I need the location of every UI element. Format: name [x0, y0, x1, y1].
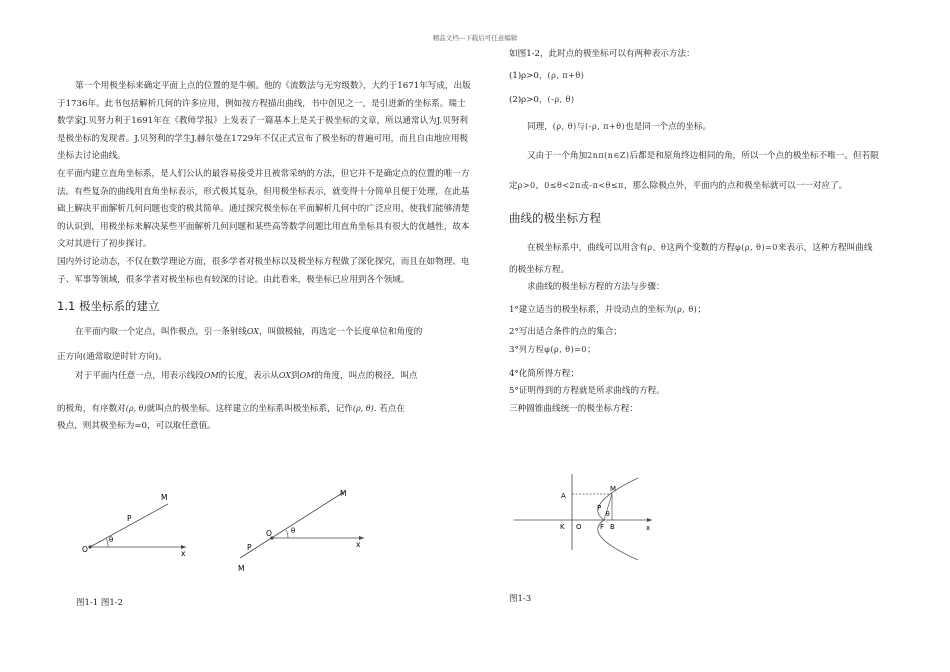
fig3-label-x: x — [646, 524, 651, 532]
step-5: 5°证明得到的方程就是所求曲线的方程。 — [509, 386, 665, 397]
figure-1-3 — [512, 470, 662, 562]
math-rho-positive: ρ>0 — [517, 180, 536, 190]
fig3-label-f: F — [600, 523, 605, 531]
fig3-label-b: B — [610, 523, 615, 531]
polar-def-line-4: 的极角，有序数对(ρ, θ)就叫点的极坐标。这样建立的坐标系叫极坐标系，记作(ρ, θ). 若点在 — [57, 403, 405, 414]
math-ox-2: OX — [278, 370, 291, 380]
math-step-1: (ρ, θ) — [673, 304, 698, 314]
section-title-1-1: 1.1 极坐标系的建立 — [57, 299, 160, 314]
fig1-label-x: x — [181, 549, 186, 558]
fig2-label-p: P — [247, 543, 252, 552]
figure-caption-1-1-1-2: 图1-1 图1-2 — [76, 598, 124, 608]
math-step-3: 列方程φ(ρ, θ)=0 — [518, 345, 588, 355]
polar-def-line-5: 极点，则其极坐标为=0，可以取任意值。 — [57, 421, 216, 432]
math-2npi: 2nπ(n∈Z) — [587, 151, 630, 161]
fig3-label-theta: θ — [606, 511, 610, 518]
fig3-label-k: K — [560, 523, 565, 531]
left-column — [57, 78, 471, 436]
fig2-label-m-top: M — [340, 489, 347, 498]
fig3-label-o: O — [576, 523, 582, 531]
right-line-nonunique: 又由于一个角加2nπ(n∈Z)后都是和原角终边相同的角，所以一个点的极坐标不唯一。但若限 — [527, 151, 879, 162]
step-4: 4°化简所得方程； — [509, 368, 579, 379]
right-line-1: 如图1-2，此时点的极坐标可以有两种表示方法： — [509, 49, 695, 59]
fig3-label-m: M — [610, 485, 617, 493]
figure-caption-1-3: 图1-3 — [509, 594, 532, 604]
fig1-label-o: O — [82, 545, 88, 554]
intro-paragraph-2: 在平面内建立直角坐标系，是人们公认的最容易接受并且被常采纳的方法，但它并不是确定点的位置的唯一方法。有些复杂的曲线用直角坐标表示，形式极其复杂，但用极坐标表示，就变得十分简单且便于处理，在此基础上解决平面解析几何问题也变的极其简单。通过探究极坐标在平面解析几何中的广泛应用，使我们能够清楚的认识到，用极坐标来解决某些平面解析几何问题和某些高等数学问题比用直角坐标具有很大的优越性，故本文对其进行了初步探讨。 — [57, 168, 470, 250]
math-same-point: (ρ, θ)与(-ρ, π+θ) — [552, 121, 626, 131]
right-line-curve-def-2: 的极坐标方程。 — [509, 264, 570, 275]
fig1-label-m: M — [161, 493, 168, 502]
math-pair-2: (ρ, θ) — [352, 403, 374, 413]
step-6: 三种圆锥曲线统一的极坐标方程： — [509, 403, 638, 414]
fig2-label-m-bottom: M — [238, 564, 245, 573]
math-phi-eq: φ(ρ, θ)=0 — [735, 243, 778, 253]
math-case-2: (-ρ, θ) — [547, 95, 575, 105]
fig2-label-x: x — [356, 540, 361, 549]
right-column — [509, 46, 921, 419]
intro-paragraph-1: 第一个用极坐标来确定平面上点的位置的是牛顿。他的《流数法与无穷级数》，大约于1671年写成，出版于1736年。此书包括解析几何的许多应用，例如按方程描出曲线，书中创见之一，是引进新的坐标系。瑞士数学家J.贝努力利于1691年在《教师学报》上发表了一篇基本上是关于极坐标的文章，所以通常认为J.贝努利是极坐标的发现者。J.贝努利的学生J.赫尔曼在1729年不仅正式宣布了极坐标的普遍可用，而且自由地应用极坐标去讨论曲线。 — [57, 81, 471, 162]
math-ox: OX — [246, 326, 260, 336]
right-line-steps-intro: 求曲线的极坐标方程的方法与步骤： — [527, 282, 665, 293]
page-header: 精品文档---下载后可任意编辑 — [432, 34, 518, 42]
math-case-1: (ρ, π+θ) — [547, 70, 585, 80]
math-rho-theta: ρ、θ — [647, 243, 667, 253]
right-line-curve-def: 在极坐标系中，曲线可以用含有ρ、θ这两个变数的方程φ(ρ, θ)=0来表示，这种方程叫曲线 — [527, 243, 873, 254]
math-om-2: OM — [299, 370, 315, 380]
math-om: OM — [203, 370, 219, 380]
math-pair: (ρ, θ) — [125, 403, 147, 413]
step-2: 2°写出适合条件的点的集合； — [509, 326, 622, 337]
right-line-case-1: (1)ρ>0，(ρ, π+θ) — [509, 70, 585, 81]
fig2-label-o: O — [266, 529, 272, 538]
right-line-same-point: 同理，(ρ, θ)与(-ρ, π+θ)也是同一个点的坐标。 — [527, 121, 712, 132]
fig3-label-a: A — [561, 492, 566, 500]
fig3-label-p: P — [597, 504, 602, 512]
figure-1-1 — [78, 492, 198, 562]
polar-def-line-3: 对于平面内任意一点，用表示线段OM的长度，表示从OX到OM的角度，叫点的极径，叫点 — [75, 370, 418, 381]
step-1: 1°建立适当的极坐标系，并设动点的坐标为(ρ, θ)； — [509, 304, 706, 315]
intro-paragraph-3: 国内外讨论动态，不仅在数学理论方面，很多学者对极坐标以及极坐标方程做了深化探究，而且在如物理、电子、军事等领域，很多学者对极坐标也有较深的讨论。由此看来，极坐标已应用到各个领域。 — [57, 256, 470, 285]
right-line-case-2: (2)ρ>0，(-ρ, θ) — [509, 95, 575, 106]
fig2-label-theta: θ — [291, 527, 296, 535]
polar-def-line-2: 正方向(通常取逆时针方向)。 — [57, 352, 167, 363]
section-title-curve-equation: 曲线的极坐标方程 — [509, 210, 601, 225]
fig1-label-theta: θ — [109, 536, 114, 544]
right-line-restrict: 定ρ>0，0≤θ<2π或-π<θ≤π，那么除极点外，平面内的点和极坐标就可以一一对应了。 — [509, 180, 848, 191]
fig1-label-p: P — [127, 514, 132, 523]
figure-1-2 — [232, 488, 377, 576]
polar-def-line-1: 在平面内取一个定点，叫作极点，引一条射线OX，叫做极轴，再选定一个长度单位和角度的 — [75, 326, 423, 337]
step-3: 3°列方程φ(ρ, θ)=0； — [509, 345, 596, 356]
math-theta-range: 0≤θ<2π或-π<θ≤π — [544, 180, 624, 190]
